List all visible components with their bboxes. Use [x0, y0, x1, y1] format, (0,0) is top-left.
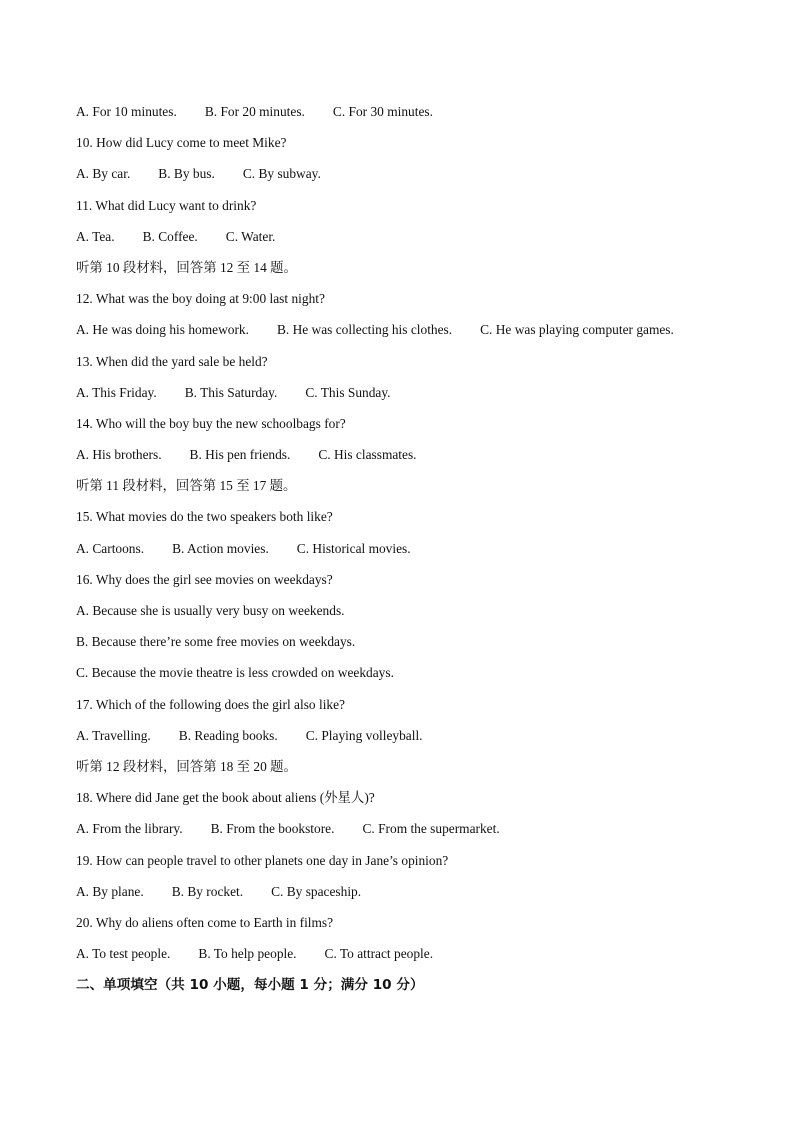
options-row — [76, 225, 756, 256]
answer-option-line: B. Because there’re some free movies on weekdays. — [76, 634, 356, 650]
answer-option: B. From the bookstore. — [210, 821, 335, 837]
answer-option: C. For 30 minutes. — [332, 104, 433, 119]
answer-option: C. By subway. — [242, 166, 321, 182]
answer-option: B. His pen friends. — [189, 447, 291, 463]
answer-option: C. Historical movies. — [296, 540, 411, 556]
answer-option: C. He was playing computer games. — [480, 322, 674, 338]
question-list — [76, 100, 756, 973]
answer-option: C. Water. — [225, 228, 276, 244]
options-row — [76, 942, 756, 973]
options-row — [76, 443, 756, 474]
options-row — [76, 880, 756, 911]
answer-option: A. Tea. — [76, 228, 115, 244]
listening-instruction: 听第 10 段材料，回答第 12 至 14 题。 — [76, 259, 297, 275]
question-text: 20. Why do aliens often come to Earth in films? — [76, 914, 334, 930]
answer-option: B. He was collecting his clothes. — [276, 322, 453, 338]
answer-option: A. He was doing his homework. — [76, 322, 249, 338]
listening-instruction: 听第 12 段材料，回答第 18 至 20 题。 — [76, 758, 297, 774]
exam-page — [76, 100, 756, 1004]
answer-option: B. For 20 minutes. — [204, 104, 305, 119]
options-row — [76, 100, 756, 131]
answer-option: A. Travelling. — [76, 727, 151, 743]
answer-option-line: A. Because she is usually very busy on weekends. — [76, 603, 345, 618]
answer-option: C. His classmates. — [318, 447, 417, 463]
options-row — [76, 162, 756, 193]
options-row — [76, 381, 756, 412]
question-text: 18. Where did Jane get the book about aliens (外星人)? — [76, 790, 375, 806]
question-text: 11. What did Lucy want to drink? — [76, 197, 257, 213]
answer-option: C. Playing volleyball. — [305, 727, 423, 743]
section-heading: 二、单项填空（共 10 小题，每小题 1 分；满分 10 分） — [76, 977, 424, 994]
question-text: 14. Who will the boy buy the new schoolbags for? — [76, 415, 346, 431]
answer-option: C. From the supermarket. — [362, 821, 500, 837]
question-text: 15. What movies do the two speakers both like? — [76, 509, 333, 525]
answer-option: A. To test people. — [76, 946, 171, 962]
question-text: 12. What was the boy doing at 9:00 last night? — [76, 291, 325, 307]
question-text: 17. Which of the following does the girl also like? — [76, 696, 345, 712]
answer-option-line: C. Because the movie theatre is less crowded on weekdays. — [76, 665, 394, 681]
answer-option: B. To help people. — [198, 946, 297, 962]
answer-option: C. To attract people. — [324, 946, 434, 962]
answer-option: A. From the library. — [76, 821, 183, 837]
question-text: 16. Why does the girl see movies on weekdays? — [76, 571, 333, 587]
answer-option: A. By plane. — [76, 883, 144, 899]
answer-option: A. This Friday. — [76, 384, 157, 400]
question-text: 19. How can people travel to other planets one day in Jane’s opinion? — [76, 852, 449, 868]
question-text: 10. How did Lucy come to meet Mike? — [76, 135, 287, 151]
answer-option: C. This Sunday. — [305, 384, 391, 400]
answer-option: B. By bus. — [158, 166, 215, 182]
answer-option: B. This Saturday. — [184, 384, 278, 400]
answer-option: A. By car. — [76, 166, 131, 182]
options-row — [76, 817, 756, 848]
options-row — [76, 318, 756, 349]
listening-instruction: 听第 11 段材料，回答第 15 至 17 题。 — [76, 478, 297, 494]
question-text: 13. When did the yard sale be held? — [76, 353, 268, 369]
answer-option: C. By spaceship. — [271, 883, 362, 899]
answer-option: B. By rocket. — [171, 883, 244, 899]
answer-option: B. Coffee. — [142, 228, 198, 244]
options-row — [76, 537, 756, 568]
options-row — [76, 724, 756, 755]
answer-option: A. For 10 minutes. — [76, 104, 177, 119]
answer-option: B. Reading books. — [178, 727, 278, 743]
answer-option: A. His brothers. — [76, 447, 162, 463]
answer-option: A. Cartoons. — [76, 540, 145, 556]
answer-option: B. Action movies. — [172, 540, 269, 556]
